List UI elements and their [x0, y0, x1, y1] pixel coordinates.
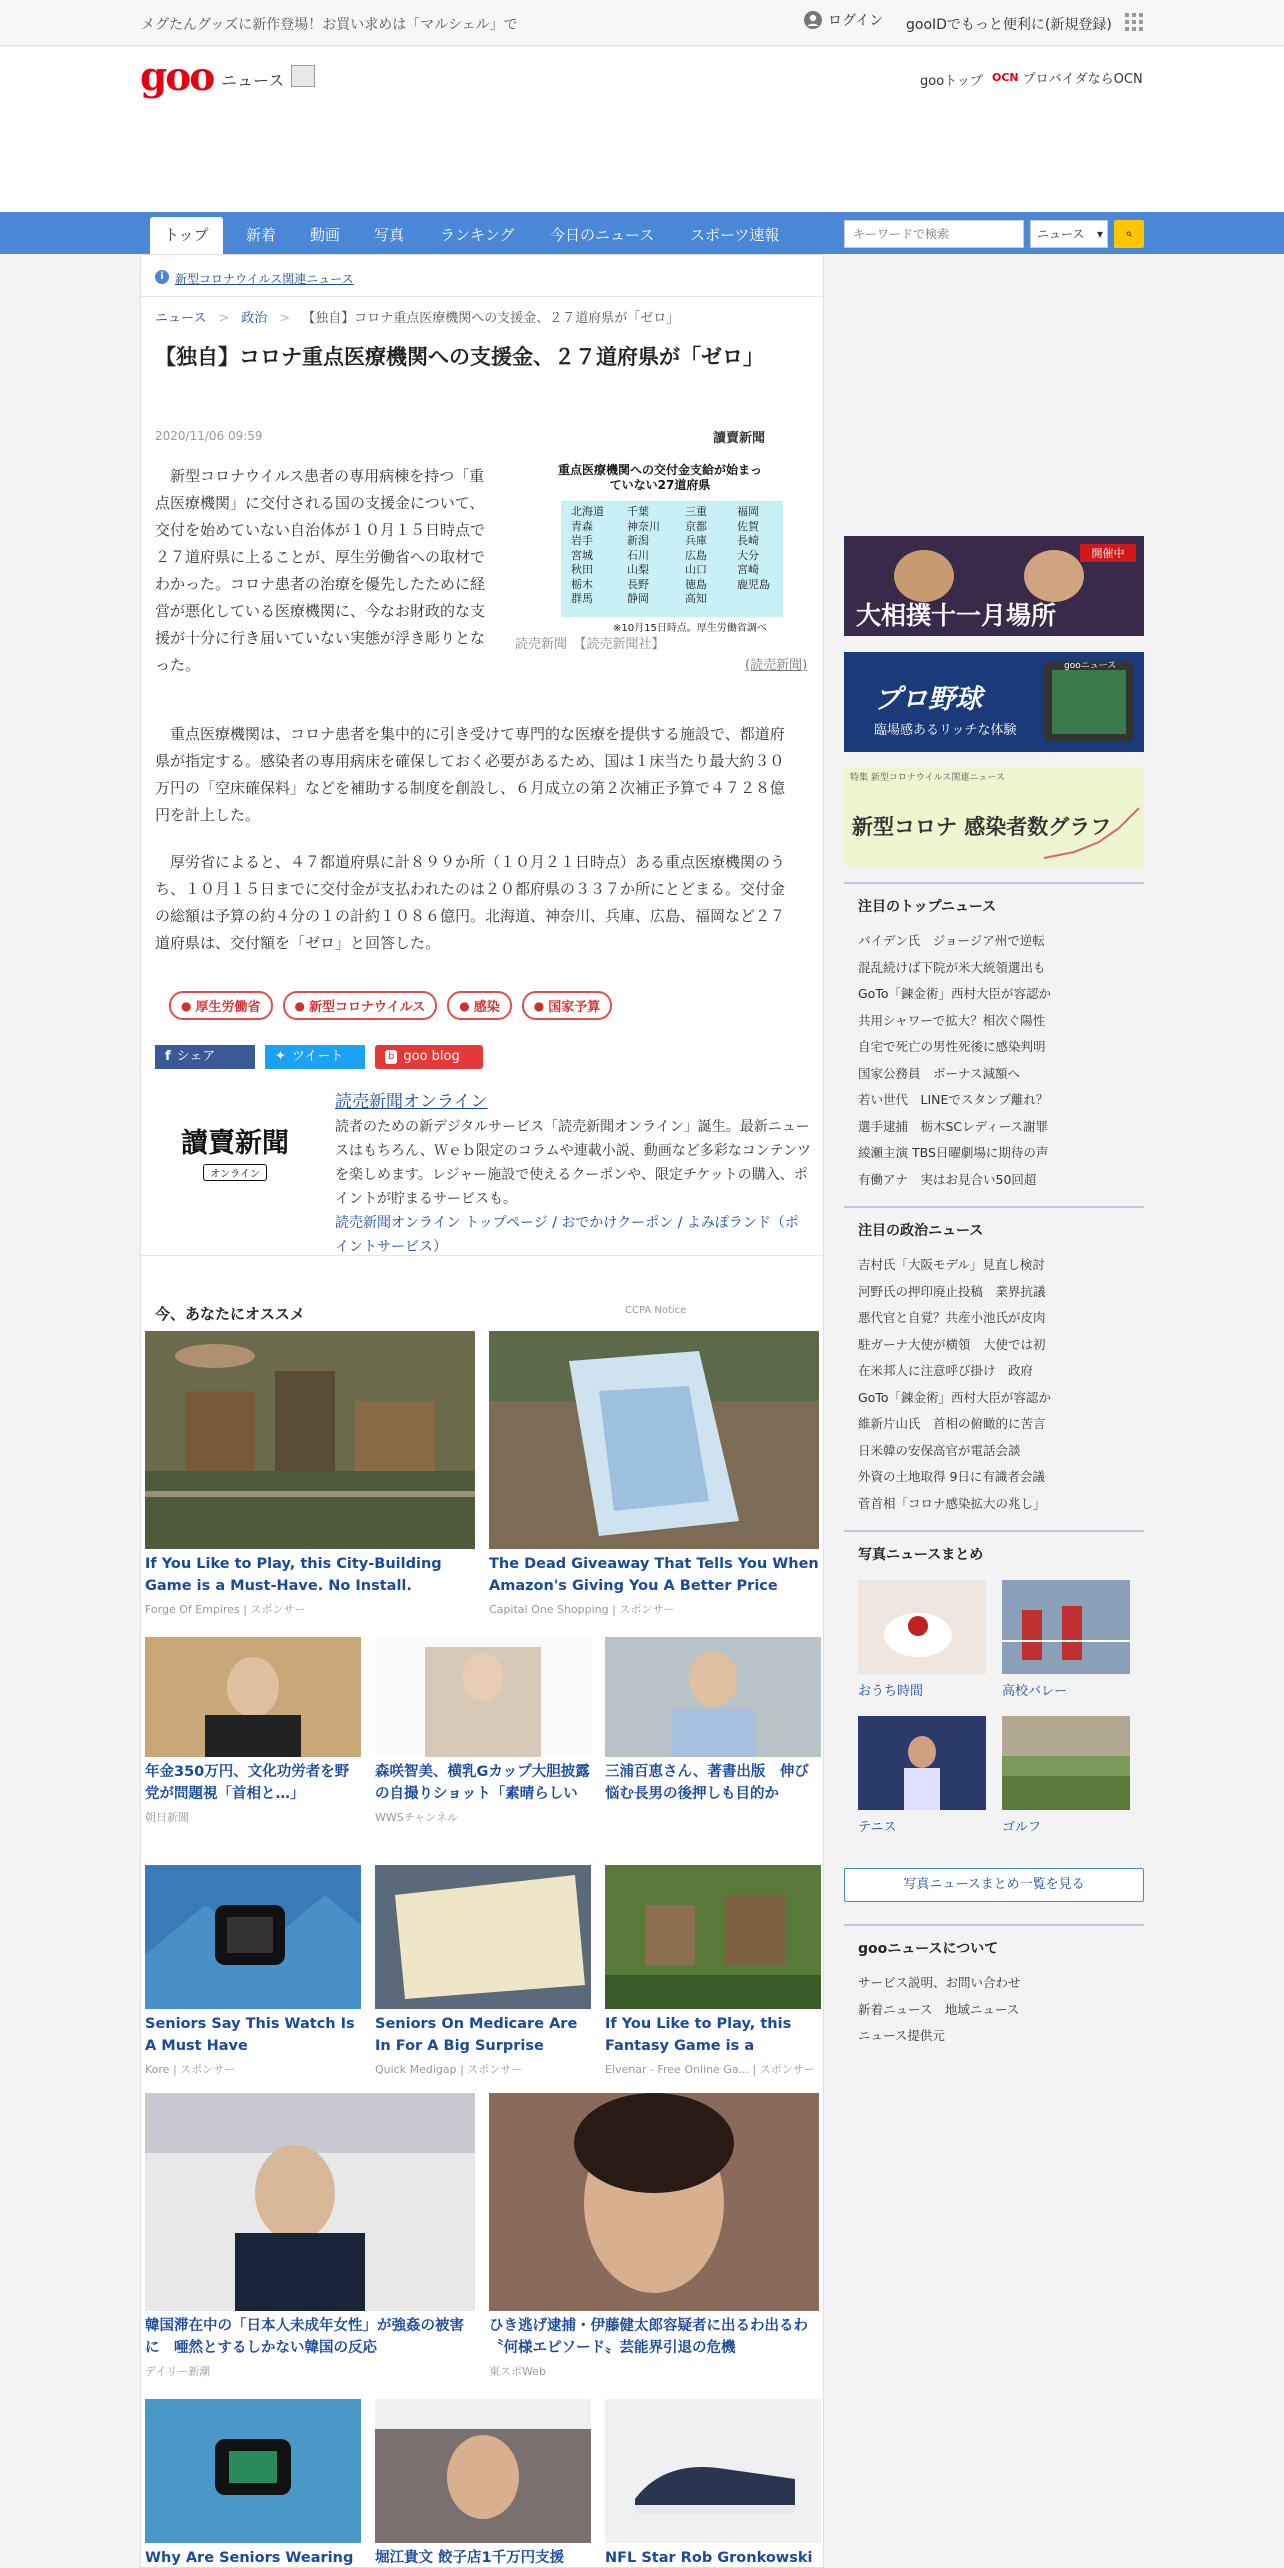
card-source: Elvenar - Free Online Ga... | スポンサー: [605, 2063, 815, 2076]
card-image: [605, 2399, 821, 2543]
search-scope-select[interactable]: ニュース ▾: [1030, 220, 1108, 248]
about-heading: gooニュースについて: [844, 1924, 1144, 1958]
recommend-heading: 今、あなたにオススメ: [155, 1305, 305, 1323]
card-title: NFL Star Rob Gronkowski: [605, 2550, 813, 2566]
rec-card[interactable]: [489, 2093, 819, 2379]
figure-prefecture: 宮崎: [737, 563, 759, 576]
top-news-heading: 注目のトップニュース: [844, 882, 1144, 916]
photo-item[interactable]: [1002, 1580, 1130, 1699]
rec-card[interactable]: [145, 2093, 475, 2379]
search-input[interactable]: [844, 220, 1024, 248]
photo-item[interactable]: [1002, 1716, 1130, 1835]
politics-item[interactable]: GoTo「錬金術」西村大臣が容認か: [858, 1389, 1051, 1405]
card-title: Seniors On Medicare Are In For A Big Surprise: [375, 2016, 578, 2054]
card-image: [605, 1637, 821, 1757]
article-paragraph-3: 厚労省によると、４７都道府県に計８９９か所（１０月２１日時点）ある重点医療機関のうち、１０月１５日までに交付金が支払われたのは２０都府県の３３７か所にとどまる。交付金の総額は予算の約４分の１の計約１０８６億円。北海道、神奈川、兵庫、広島、福岡など２７道府県は、交付額を「ゼロ」と回答した。: [155, 853, 786, 952]
topic-bar: [141, 255, 823, 297]
top-news-item[interactable]: 混乱続けば下院が米大統領選出も: [858, 959, 1046, 975]
tab-ranking[interactable]: ランキング: [440, 226, 515, 244]
figure-prefecture: 千葉: [627, 505, 649, 518]
tab-today[interactable]: 今日のニュース: [550, 226, 655, 244]
politics-item[interactable]: 維新片山氏 首相の俯瞰的に苦言: [858, 1416, 1046, 1431]
card-title: ひき逃げ逮捕・伊藤健太郎容疑者に出るわ出るわ〝何様エピソード〟芸能界引退の危機: [489, 2318, 808, 2356]
rec-card[interactable]: [145, 1331, 475, 1617]
card-title: 韓国滞在中の「日本人未成年女性」が強姦の被害に 唖然とするしかない韓国の反応: [145, 2318, 464, 2356]
figure-col-1: [571, 505, 604, 607]
card-image: [375, 1637, 591, 1757]
card-title: 三浦百恵さん、著書出版 伸び悩む長男の後押しも目的か: [605, 1764, 809, 1802]
card-source: Capital One Shopping | スポンサー: [489, 1603, 675, 1616]
sumo-banner[interactable]: [844, 536, 1144, 636]
politics-item[interactable]: 菅首相「コロナ感染拡大の兆し」: [858, 1495, 1046, 1511]
figure-prefecture: 石川: [627, 548, 649, 562]
baseball-banner[interactable]: [844, 652, 1144, 752]
divider: [141, 1255, 823, 1256]
twitter-icon: ✦: [275, 1049, 286, 1064]
covid-graph-banner[interactable]: [844, 768, 1144, 868]
politics-item[interactable]: 悪代官と自覚？共産小池氏が皮肉: [858, 1310, 1046, 1325]
card-image: [145, 1865, 361, 2009]
card-image: [145, 1331, 475, 1549]
figure-title: 重点医療機関への交付金支給が始まっていない27道府県: [557, 463, 762, 492]
figure-col-4: [737, 505, 770, 592]
card-image: [489, 1331, 819, 1549]
photo-image: [1002, 1580, 1130, 1674]
yomiuri-online-promo: [155, 1081, 815, 1255]
gooblog-share-button[interactable]: b goo blog: [375, 1045, 483, 1069]
photo-label: おうち時間: [858, 1684, 924, 1699]
user-icon: [804, 11, 822, 29]
card-title: 森咲智美、横乳Gカップ大胆披露の自撮りショット「素晴らしい: [375, 1764, 590, 1802]
search-icon: [1124, 220, 1134, 248]
photo-image: [858, 1716, 986, 1810]
newspaper-icon: [291, 65, 315, 87]
promo-links[interactable]: 読売新聞オンライン トップページ / おでかけクーポン / よみぽランド（ポイントサービス）: [335, 1215, 799, 1255]
banner-baseball-sub: 臨場感あるリッチな体験: [874, 723, 1017, 738]
figure-prefecture: 兵庫: [685, 534, 707, 547]
rec-card[interactable]: [605, 1637, 821, 1809]
figure-prefecture: 青森: [571, 519, 593, 533]
photo-item[interactable]: [858, 1580, 986, 1699]
figure-col-3: [685, 505, 707, 607]
rec-card[interactable]: [145, 2399, 361, 2568]
tag-icon: ●: [533, 998, 545, 1013]
tab-top[interactable]: トップ: [150, 217, 223, 254]
politics-item[interactable]: 日米韓の安保高官が電話会談: [858, 1442, 1021, 1458]
top-news-item[interactable]: GoTo「錬金術」西村大臣が容認か: [858, 986, 1051, 1001]
about-item[interactable]: 新着ニュース 地域ニュース: [858, 2001, 1020, 2017]
figure-prefecture: 鹿児島: [737, 577, 770, 591]
figure-prefecture: 岩手: [571, 534, 593, 547]
breadcrumb-news[interactable]: ニュース: [155, 311, 207, 326]
figure-prefecture: 徳島: [685, 577, 707, 591]
tab-photo[interactable]: 写真: [374, 226, 405, 244]
search-button[interactable]: [1114, 220, 1144, 248]
section-name[interactable]: ニュース: [221, 71, 285, 90]
rec-card[interactable]: [605, 1865, 821, 2077]
figure-table: [561, 501, 783, 617]
twitter-share-button[interactable]: ✦ ツイート: [265, 1045, 365, 1069]
source-logo[interactable]: 讀賣新聞: [713, 431, 766, 446]
photo-label: 高校バレー: [1002, 1684, 1068, 1699]
article-paragraph-2: 重点医療機関は、コロナ患者を集中的に引き受けて専門的な医療を提供する施設で、都道府県が指定する。感染者の専用病床を確保しておく必要があるため、国は１床当たり最大約３０万円の「空床確保料」などを補助する制度を創設し、６月成立の第２次補正予算で４７２８億円を計上した。: [155, 725, 786, 824]
figure-prefecture: 群馬: [571, 592, 593, 605]
card-source: デイリー新潮: [145, 2365, 211, 2378]
card-image: [145, 1637, 361, 1757]
promo-link[interactable]: メグたんグッズに新作登場！お買い求めは「マルシェル」で: [141, 17, 518, 33]
figure-prefecture: 長野: [627, 577, 649, 591]
figure-prefecture: 北海道: [571, 505, 604, 518]
card-image: [605, 1865, 821, 2009]
card-image: [375, 2399, 591, 2543]
figure-prefecture: 新潟: [627, 534, 649, 547]
card-title: The Dead Giveaway That Tells You When Amazon's Giving You A Better Price: [489, 1556, 819, 1594]
facebook-share-button[interactable]: f シェア: [155, 1045, 255, 1069]
card-source: 朝日新聞: [145, 1811, 189, 1824]
site-header: [0, 47, 1284, 212]
politics-item[interactable]: 河野氏の押印廃止投稿 業界抗議: [858, 1283, 1046, 1299]
rec-card[interactable]: [489, 1331, 819, 1617]
figure-prefecture: 静岡: [627, 592, 649, 605]
article-title: 【独自】コロナ重点医療機関への支援金、２７道府県が「ゼロ」: [155, 345, 764, 369]
info-icon: i: [155, 270, 169, 284]
tag-budget[interactable]: ● 国家予算: [522, 991, 613, 1020]
card-title: If You Like to Play, this Fantasy Game is a: [605, 2016, 792, 2054]
source-link[interactable]: (読売新聞): [745, 658, 808, 673]
card-title: Seniors Say This Watch Is A Must Have: [145, 2016, 355, 2054]
figure-prefecture: 神奈川: [627, 519, 660, 533]
top-news-item[interactable]: 自宅で死亡の男性死後に感染判明: [858, 1039, 1046, 1054]
rec-card[interactable]: [375, 1637, 591, 1825]
card-image: [375, 1865, 591, 2009]
card-title: If You Like to Play, this City-Building Game is a Must-Have. No Install.: [145, 1556, 442, 1594]
apps-grid-icon[interactable]: [1124, 12, 1144, 32]
card-image: [489, 2093, 819, 2311]
breadcrumb: ニュース > 政治 > 【独自】コロナ重点医療機関への支援金、２７道府県が「ゼロ」: [155, 311, 680, 326]
card-source: Quick Medigap | スポンサー: [375, 2063, 523, 2076]
figure-col-2: [627, 505, 660, 607]
photo-label: テニス: [858, 1820, 897, 1835]
about-item[interactable]: ニュース提供元: [858, 2028, 945, 2043]
photo-news-more-button[interactable]: 写真ニュースまとめ一覧を見る: [844, 1868, 1144, 1902]
goo-top-link[interactable]: gooトップ: [920, 74, 983, 89]
politics-list: [858, 1252, 1144, 1517]
main-nav: [0, 212, 1284, 254]
topic-link[interactable]: 新型コロナウイルス関連ニュース: [175, 272, 354, 286]
ocn-logo: OCN: [992, 71, 1019, 84]
photo-image: [1002, 1716, 1130, 1810]
figure-prefecture: 秋田: [571, 563, 593, 576]
sumo-banner-image: [844, 536, 1144, 636]
tab-new[interactable]: 新着: [246, 226, 277, 244]
figure-prefecture: 佐賀: [737, 519, 759, 533]
rec-card[interactable]: [375, 2399, 591, 2568]
card-source: WWSチャンネル: [375, 1811, 459, 1824]
yomiuri-logo[interactable]: 讀賣新聞 オンライン: [181, 1128, 289, 1180]
breadcrumb-politics[interactable]: 政治: [241, 311, 268, 326]
breadcrumb-current: 【独自】コロナ重点医療機関への支援金、２７道府県が「ゼロ」: [302, 311, 680, 326]
tag-icon: ●: [294, 998, 305, 1013]
figure-prefecture: 福岡: [737, 505, 759, 518]
figure-prefecture: 栃木: [571, 577, 593, 591]
ocn-link[interactable]: [992, 68, 1143, 87]
top-news-item[interactable]: 有働アナ 実はお見合い50回超: [858, 1171, 1037, 1187]
photo-news-heading: 写真ニュースまとめ: [844, 1530, 1144, 1564]
top-news-list: [858, 928, 1144, 1193]
register-link[interactable]: gooIDでもっと便利に(新規登録): [906, 17, 1112, 33]
facebook-icon: f: [165, 1049, 171, 1064]
figure-prefecture: 広島: [685, 548, 707, 562]
tag-mhlw[interactable]: ● 厚生労働省: [169, 991, 273, 1020]
top-news-item[interactable]: 共用シャワーで拡大？相次ぐ陽性: [858, 1012, 1046, 1028]
politics-item[interactable]: 外資の土地取得 9日に有識者会議: [858, 1469, 1045, 1484]
figure-prefecture: 長崎: [737, 534, 759, 547]
rec-card[interactable]: [375, 1865, 591, 2077]
goo-logo[interactable]: goo: [140, 54, 214, 100]
card-source: Kore | スポンサー: [145, 2063, 236, 2076]
politics-item[interactable]: 吉村氏「大阪モデル」見直し検討: [858, 1257, 1045, 1272]
photo-item[interactable]: [858, 1716, 986, 1835]
top-news-item[interactable]: 国家公務員 ボーナス減額へ: [858, 1065, 1021, 1081]
figure-note: ※10月15日時点。厚生労働省調べ: [613, 623, 767, 634]
about-list: [858, 1970, 1144, 2050]
card-image: [145, 2399, 361, 2543]
photo-news-grid: [858, 1580, 1144, 1840]
card-title: Why Are Seniors Wearing: [145, 2550, 354, 2566]
article-paragraph-1: 新型コロナウイルス患者の専用病棟を持つ「重点医療機関」に交付される国の支援金について、交付を始めていない自治体が１０月１５日時点で２７道府県に上ることが、厚生労働省への取材でわかった。コロナ患者の治療を優先したために経営が悪化している医療機関に、今なお財政的な支援が十分に行き届いていない実態が浮き彫りとなった。: [155, 467, 486, 674]
rec-card[interactable]: [605, 2399, 821, 2568]
banner-goo-label: gooニュース: [1064, 661, 1117, 671]
article-date: 2020/11/06 09:59: [155, 429, 263, 443]
top-news-item[interactable]: バイデン氏 ジョージア州で逆転: [858, 933, 1045, 948]
top-news-item[interactable]: 綾瀬主演 TBS日曜劇場に期待の声: [858, 1145, 1049, 1160]
figure-prefecture: 三重: [685, 505, 707, 518]
tag-infection[interactable]: ● 感染: [447, 991, 512, 1020]
tab-sports[interactable]: スポーツ速報: [690, 226, 780, 244]
banner-covid-title: 新型コロナ 感染者数グラフ: [852, 815, 1112, 839]
top-bar: [0, 0, 1284, 46]
politics-heading: 注目の政治ニュース: [844, 1206, 1144, 1240]
tag-icon: ●: [181, 998, 192, 1013]
tag-list: [169, 991, 612, 1020]
article-column: [140, 254, 824, 2568]
politics-item[interactable]: 在米邦人に注意呼び掛け 政府: [858, 1363, 1034, 1378]
banner-baseball-title: プロ野球: [874, 684, 982, 715]
photo-label: ゴルフ: [1002, 1820, 1042, 1835]
banner-sumo-title: 大相撲十一月場所: [856, 601, 1057, 630]
card-source: 東スポWeb: [489, 2365, 546, 2378]
card-source: Forge Of Empires | スポンサー: [145, 1603, 306, 1616]
promo-description: 読者のための新デジタルサービス「読売新聞オンライン」誕生。最新ニュースはもちろん、Ｗｅｂ限定のコラムや連載小説、動画など多彩なコンテンツを楽しめます。レジャー施設で使えるクーポンや、限定チケットの購入、ポイントが貯まるサービスも。: [335, 1119, 811, 1207]
rec-card[interactable]: [145, 1865, 361, 2077]
figure-prefecture: 山口: [685, 563, 707, 576]
rec-card[interactable]: [145, 1637, 361, 1825]
tag-covid[interactable]: ● 新型コロナウイルス: [283, 991, 438, 1020]
card-image: [145, 2093, 475, 2311]
banner-covid-tag: 特集 新型コロナウイルス関連ニュース: [850, 773, 1005, 783]
politics-item[interactable]: 駐ガーナ大使が横領 大使では初: [858, 1336, 1046, 1352]
top-news-item[interactable]: 選手逮捕 栃木SCレディース謝罪: [858, 1118, 1049, 1134]
tab-video[interactable]: 動画: [310, 226, 341, 244]
card-title: 堀江貴文 餃子店1千万円支援: [375, 2550, 565, 2566]
figure-prefecture: 高知: [685, 592, 707, 605]
promo-title-link[interactable]: 読売新聞オンライン: [335, 1092, 488, 1112]
share-buttons: [155, 1045, 483, 1069]
tag-icon: ●: [459, 998, 470, 1013]
ocn-label: プロバイダならOCN: [1022, 72, 1143, 87]
covid-banner-image: [844, 768, 1144, 868]
baseball-banner-image: [844, 652, 1144, 752]
banner-badge: 開催中: [1091, 547, 1125, 560]
figure-prefecture: 山梨: [627, 563, 649, 576]
article-figure[interactable]: [515, 459, 805, 639]
figure-prefecture: 宮城: [571, 548, 593, 562]
photo-image: [858, 1580, 986, 1674]
login-label: ログイン: [828, 13, 884, 29]
figure-caption: 読売新聞 【読売新聞社】: [515, 637, 665, 652]
top-news-item[interactable]: 若い世代 LINEでスタンプ離れ？: [858, 1092, 1049, 1107]
blog-icon: b: [385, 1050, 397, 1064]
figure-prefecture: 京都: [685, 519, 707, 533]
ccpa-notice-link[interactable]: CCPA Notice: [625, 1305, 687, 1316]
login-link[interactable]: [804, 10, 883, 30]
figure-prefecture: 大分: [737, 548, 759, 562]
about-item[interactable]: サービス説明、お問い合わせ: [858, 1975, 1021, 1990]
card-title: 年金350万円、文化功労者を野党が問題視「首相と…」: [145, 1764, 350, 1802]
